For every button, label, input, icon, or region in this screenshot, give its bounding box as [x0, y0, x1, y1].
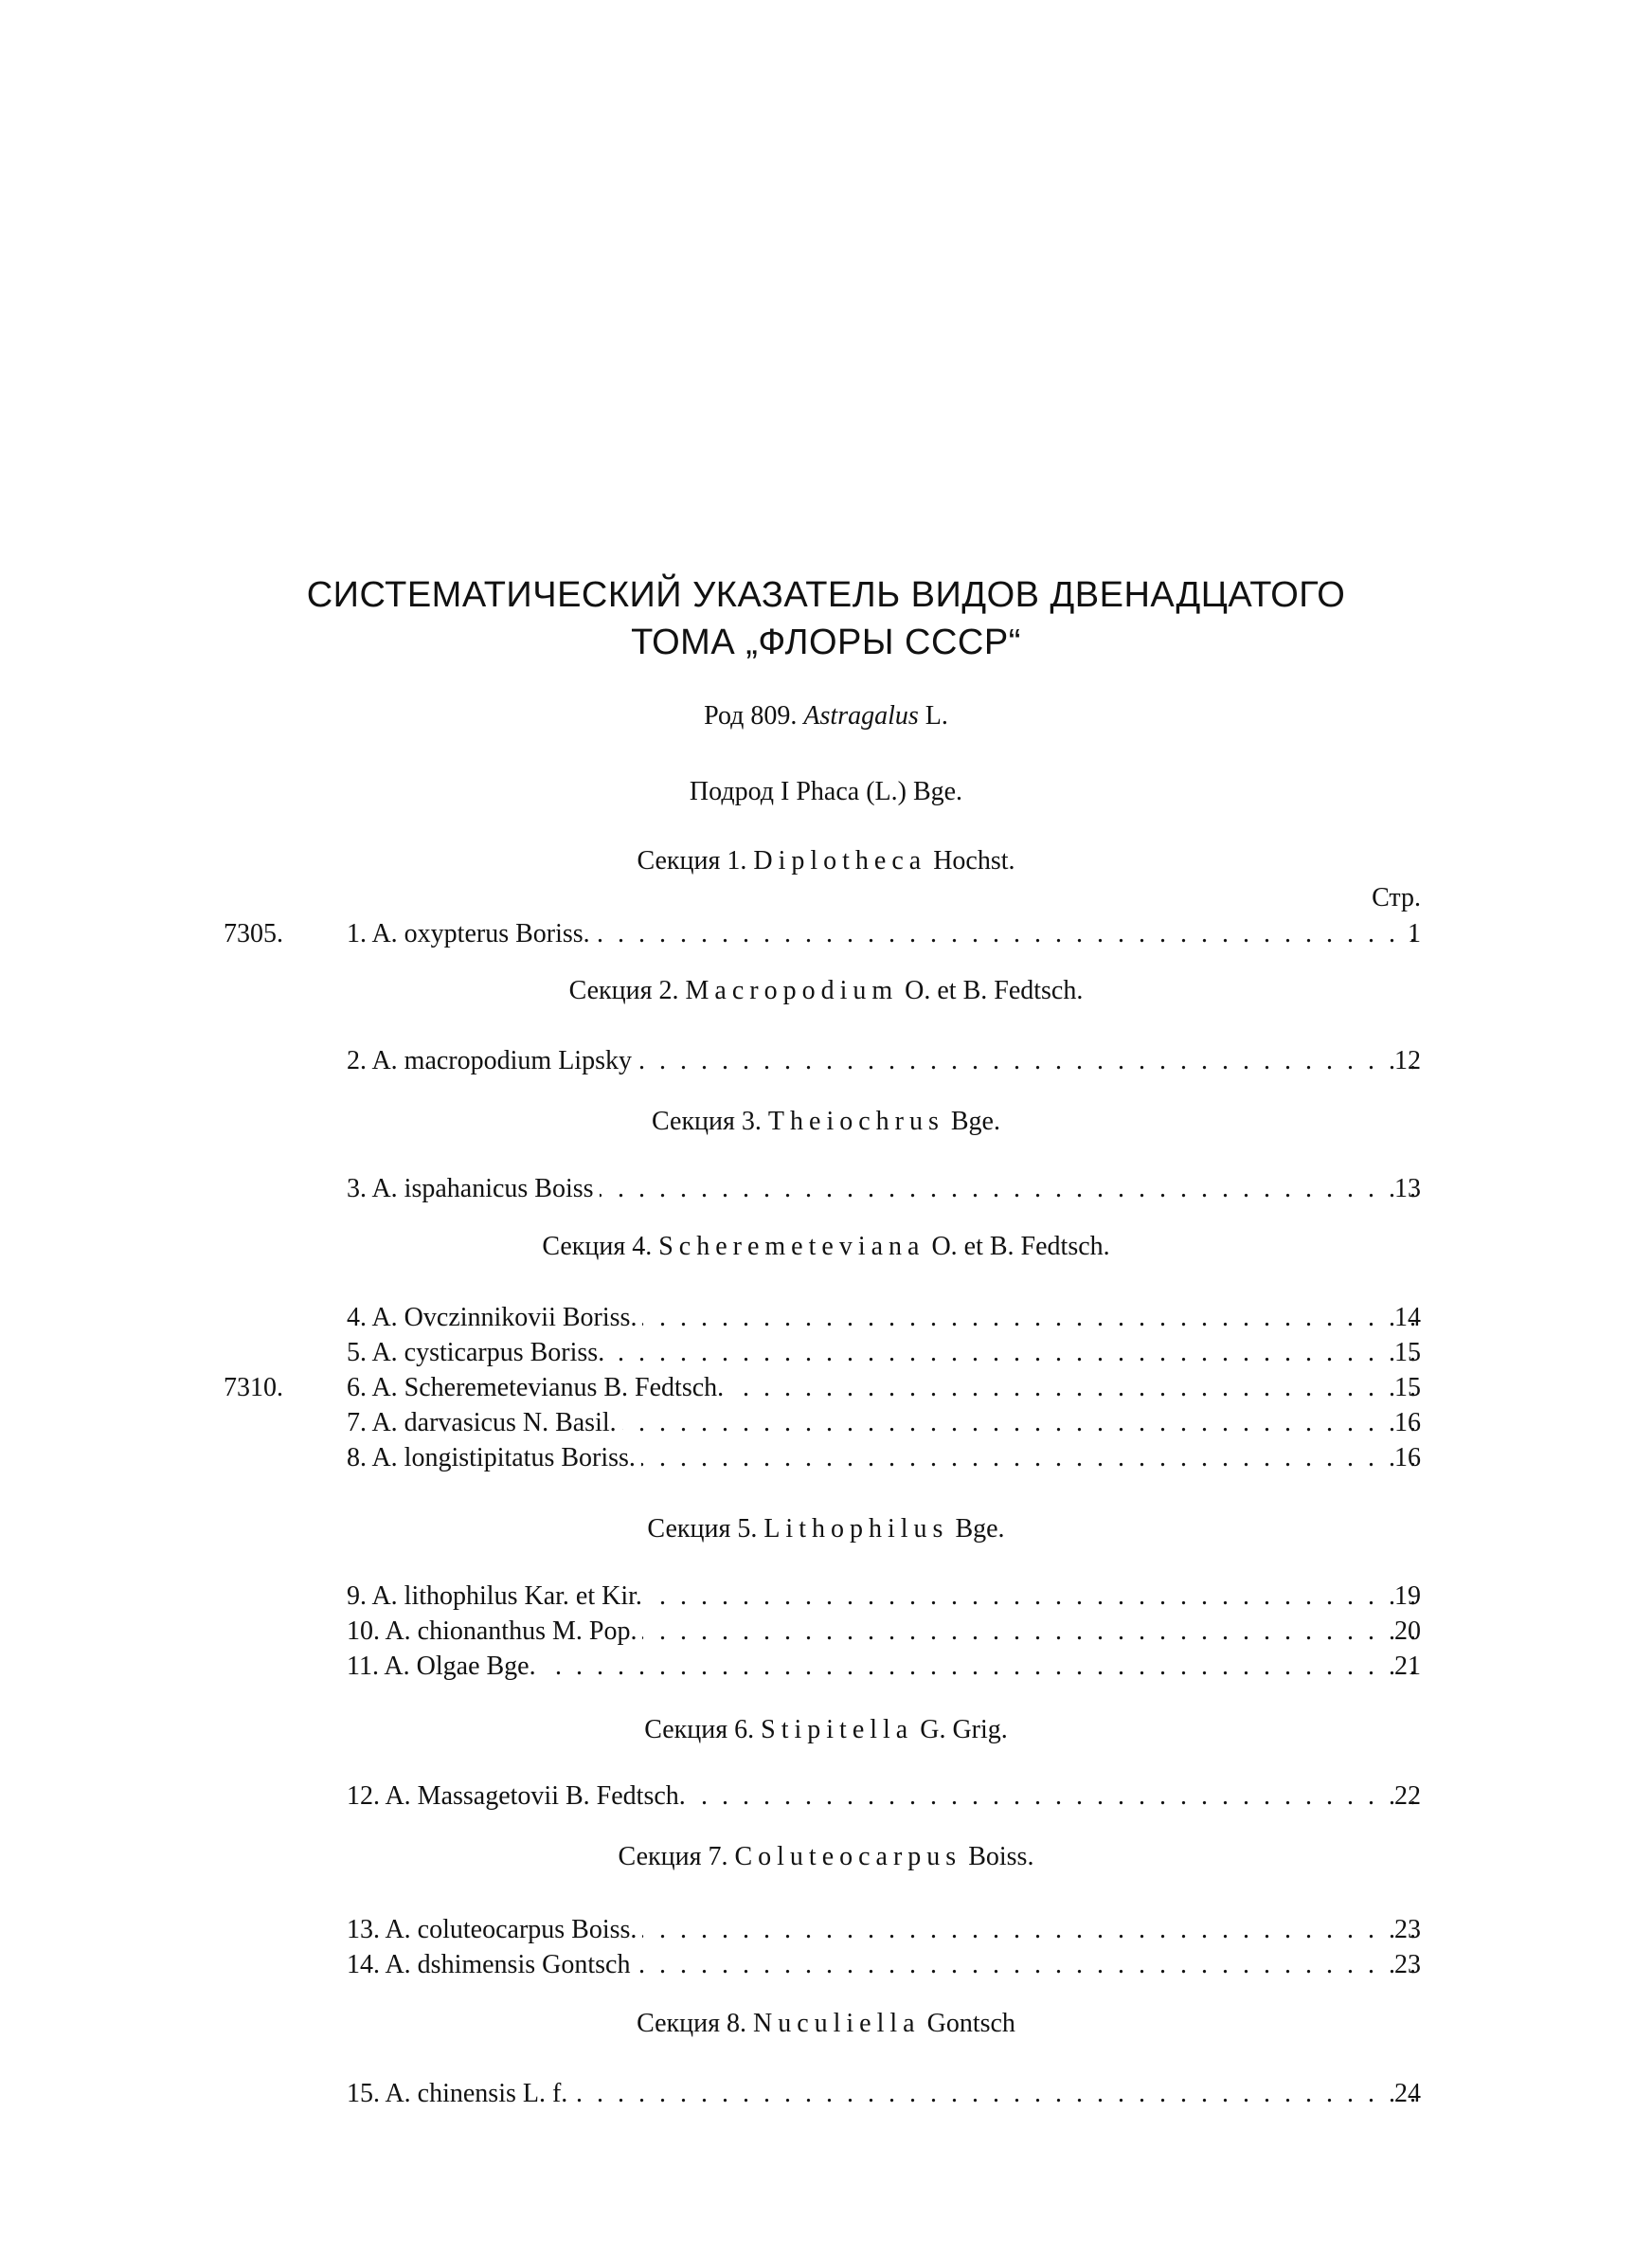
page-number: 24 — [1394, 2079, 1421, 2108]
section-name: Lithophilus — [763, 1514, 949, 1544]
species-label: 13. A. coluteocarpus Boiss. — [347, 1915, 642, 1944]
section-name: Coluteocarpus — [734, 1842, 962, 1871]
list-item — [0, 1946, 1652, 1984]
page-number: 12 — [1394, 1046, 1421, 1075]
list-item — [0, 1439, 1652, 1477]
catalog-number: 7310. — [224, 1373, 283, 1402]
section-name: Scheremeteviana — [658, 1232, 925, 1261]
page-number: 23 — [1394, 1950, 1421, 1979]
species-label: 2. A. macropodium Lipsky — [347, 1046, 637, 1075]
genus-heading — [0, 701, 1652, 731]
title-line-2: ТОМА „ФЛОРЫ СССР“ — [631, 623, 1021, 662]
section-author: Gontsch — [926, 2009, 1015, 2038]
page-number: 20 — [1394, 1616, 1421, 1646]
species-label: 14. A. dshimensis Gontsch — [347, 1950, 636, 1979]
section-prefix: Секция 5. — [647, 1514, 758, 1544]
section-heading-2 — [0, 976, 1652, 1006]
genus-name: Astragalus — [803, 701, 919, 731]
section-name: Macropodium — [685, 976, 899, 1005]
page-number: 19 — [1394, 1581, 1421, 1611]
page-number: 15 — [1394, 1338, 1421, 1367]
list-item — [0, 915, 1652, 953]
list-item — [0, 1613, 1652, 1651]
species-label: 11. A. Olgae Bge. — [347, 1652, 542, 1681]
section-heading-8 — [0, 2009, 1652, 2039]
species-label: 6. A. Scheremetevianus B. Fedtsch. — [347, 1373, 729, 1402]
page-number: 14 — [1394, 1303, 1421, 1332]
section-prefix: Секция 7. — [618, 1842, 728, 1871]
section-prefix: Секция 3. — [652, 1107, 762, 1136]
list-item — [0, 1369, 1652, 1407]
list-item — [0, 1578, 1652, 1616]
section-prefix: Секция 2. — [568, 976, 679, 1005]
section-prefix: Секция 1. — [637, 846, 747, 876]
section-author: Bge. — [950, 1107, 1000, 1136]
section-author: Hochst. — [933, 846, 1015, 876]
section-name: Theiochrus — [767, 1107, 944, 1136]
list-item — [0, 2075, 1652, 2113]
page-number: 21 — [1394, 1652, 1421, 1681]
list-item — [0, 1404, 1652, 1442]
section-name: Diplotheca — [753, 846, 927, 876]
page-number: 22 — [1394, 1781, 1421, 1811]
subgenus-heading: Подрод I Phaca (L.) Bge. — [689, 777, 963, 806]
species-label: 8. A. longistipitatus Boriss. — [347, 1443, 641, 1472]
species-label: 5. A. cysticarpus Boriss. — [347, 1338, 610, 1367]
section-heading-3 — [0, 1107, 1652, 1137]
page-number: 15 — [1394, 1373, 1421, 1402]
section-name: Stipitella — [761, 1715, 914, 1744]
section-author: G. Grig. — [920, 1715, 1008, 1744]
page-number: 13 — [1394, 1174, 1421, 1203]
page-column-header: Стр. — [1372, 883, 1421, 912]
species-label: 10. A. chionanthus M. Pop. — [347, 1616, 642, 1646]
section-heading-6 — [0, 1715, 1652, 1745]
section-prefix: Секция 4. — [542, 1232, 653, 1261]
list-item — [0, 1911, 1652, 1949]
list-item — [0, 1042, 1652, 1080]
genus-prefix: Род 809. — [704, 701, 798, 731]
species-label: 3. A. ispahanicus Boiss — [347, 1174, 600, 1203]
list-item — [0, 1170, 1652, 1208]
species-label: 7. A. darvasicus N. Basil. — [347, 1408, 622, 1437]
genus-author: L. — [925, 701, 948, 731]
section-heading-1 — [0, 846, 1652, 876]
list-item — [0, 1334, 1652, 1372]
section-author: Bge. — [955, 1514, 1005, 1544]
section-prefix: Секция 8. — [637, 2009, 746, 2038]
page-number: 23 — [1394, 1915, 1421, 1944]
catalog-number: 7305. — [224, 919, 283, 948]
species-label: 15. A. chinensis L. f. — [347, 2079, 573, 2108]
section-heading-4 — [0, 1232, 1652, 1262]
list-item — [0, 1778, 1652, 1815]
list-item — [0, 1648, 1652, 1686]
section-author: O. et B. Fedtsch. — [905, 976, 1084, 1005]
title-line-1: СИСТЕМАТИЧЕСКИЙ УКАЗАТЕЛЬ ВИДОВ ДВЕНАДЦАТОГО — [306, 575, 1346, 615]
section-heading-7 — [0, 1842, 1652, 1872]
page-number: 16 — [1394, 1408, 1421, 1437]
page-number: 16 — [1394, 1443, 1421, 1472]
species-label: 9. A. lithophilus Kar. et Kir. — [347, 1581, 648, 1611]
section-heading-5 — [0, 1514, 1652, 1544]
species-label: 4. A. Ovczinnikovii Boriss. — [347, 1303, 642, 1332]
list-item — [0, 1299, 1652, 1337]
species-label: 12. A. Massagetovii B. Fedtsch. — [347, 1781, 691, 1811]
section-author: Boiss. — [968, 1842, 1034, 1871]
species-label: 1. A. oxypterus Boriss. — [347, 919, 596, 948]
section-name: Nuculiella — [752, 2009, 921, 2038]
section-author: O. et B. Fedtsch. — [931, 1232, 1110, 1261]
section-prefix: Секция 6. — [644, 1715, 755, 1744]
page-number: 1 — [1408, 919, 1421, 948]
